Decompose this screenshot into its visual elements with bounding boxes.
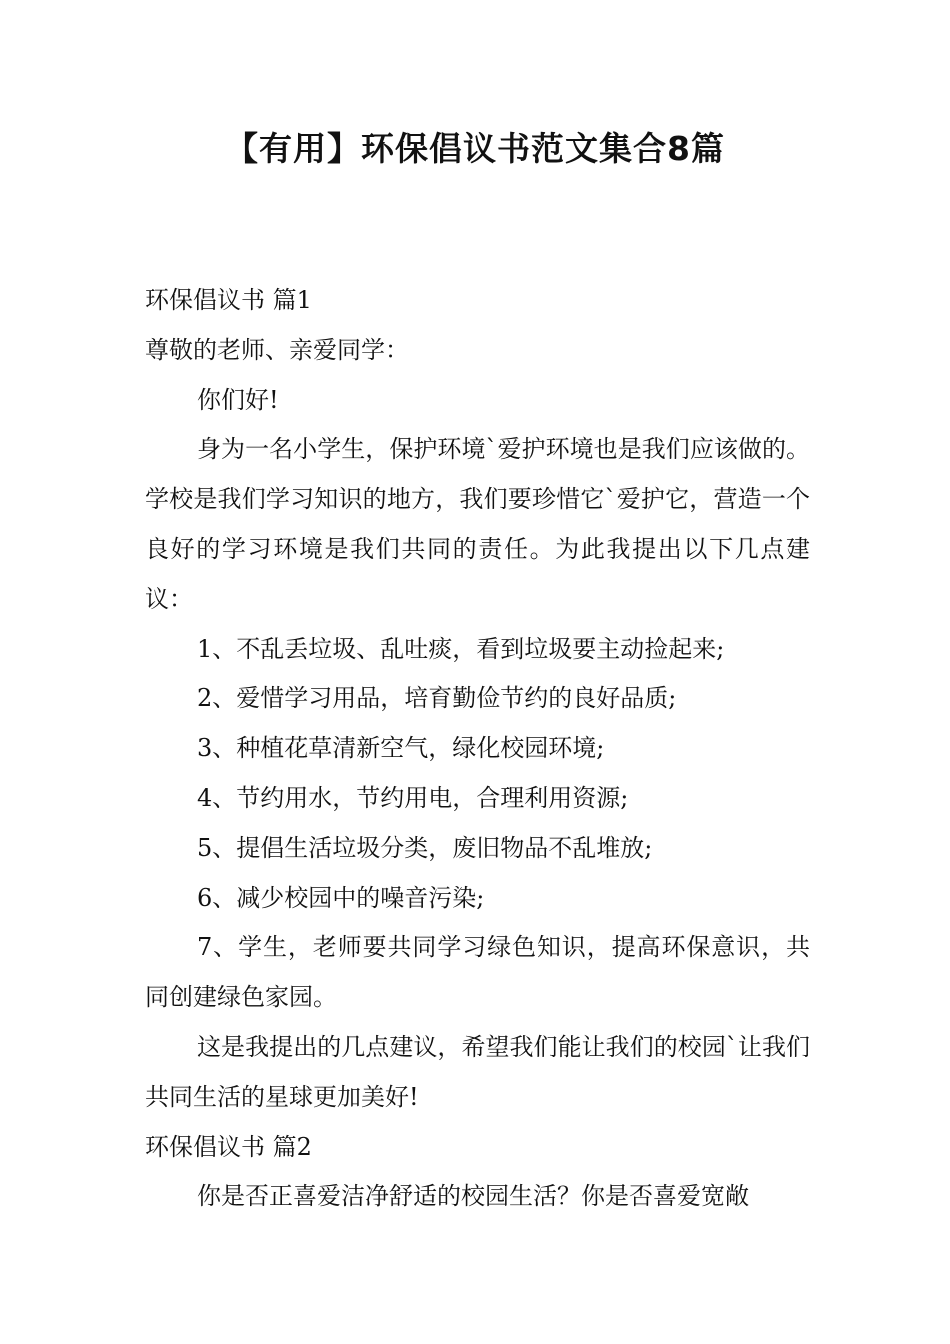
list-item: 3、种植花草清新空气，绿化校园环境; bbox=[197, 734, 605, 763]
list-item: 6、减少校园中的噪音污染; bbox=[197, 883, 485, 912]
section-heading-1: 环保倡议书 篇1 bbox=[145, 286, 312, 314]
list-item: 7、学生，老师要共同学习绿色知识，提高环保意识，共同创建绿色家园。 bbox=[145, 933, 810, 1012]
section-heading-2: 环保倡议书 篇2 bbox=[145, 1132, 312, 1161]
greeting: 你们好! bbox=[197, 385, 279, 414]
list-item: 4、节约用水，节约用电，合理利用资源; bbox=[197, 783, 629, 812]
list-item: 5、提倡生活垃圾分类，废旧物品不乱堆放; bbox=[197, 833, 653, 862]
intro-paragraph: 身为一名小学生，保护环境`爱护环境也是我们应该做的。学校是我们学习知识的地方，我们要珍惜它`爱护它，营造一个良好的学习环境是我们共同的责任。为此我提出以下几点建议： bbox=[145, 435, 810, 613]
list-item: 2、爱惜学习用品，培育勤俭节约的良好品质; bbox=[197, 684, 677, 713]
document-body bbox=[145, 276, 810, 1222]
list-item: 1、不乱丢垃圾、乱吐痰，看到垃圾要主动捡起来; bbox=[197, 634, 725, 663]
section-2-paragraph: 你是否正喜爱洁净舒适的校园生活？你是否喜爱宽敞 bbox=[197, 1182, 749, 1211]
salutation: 尊敬的老师、亲爱同学： bbox=[145, 335, 409, 364]
document-title: 【有用】环保倡议书范文集合8篇 bbox=[225, 129, 725, 168]
closing-paragraph: 这是我提出的几点建议，希望我们能让我们的校园`让我们共同生活的星球更加美好! bbox=[145, 1032, 810, 1111]
